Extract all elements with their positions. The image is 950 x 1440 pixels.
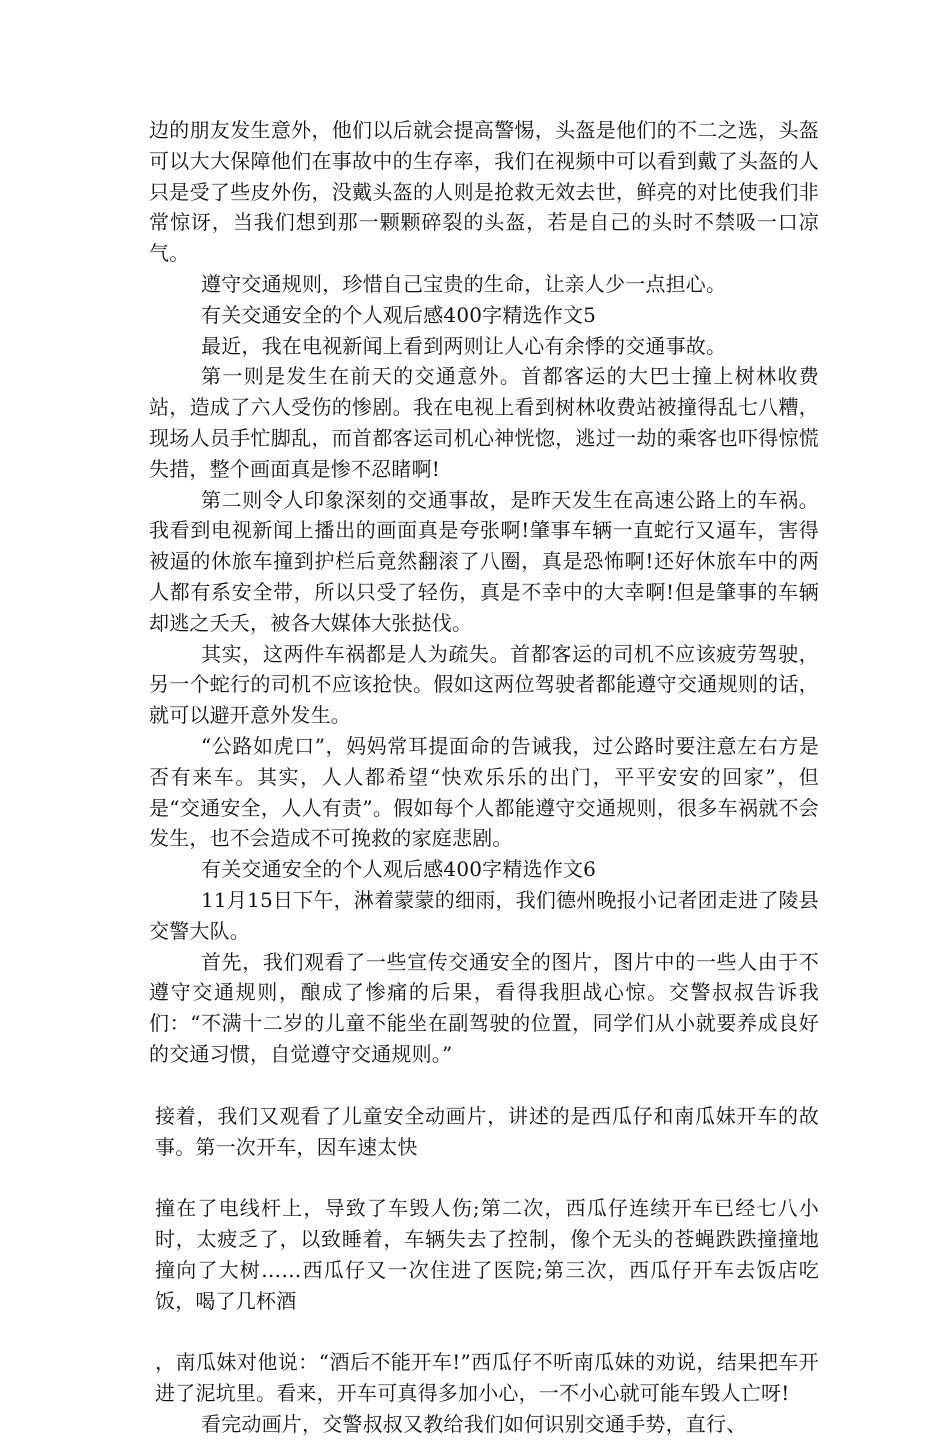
- paragraph-first-accident: 第一则是发生在前天的交通意外。首都客运的大巴士撞上树林收费站，造成了六人受伤的惨剧。我在电视上看到树林收费站被撞得乱七八糟，现场人员手忙脚乱，而首都客运司机心神恍惚，逃过一劫的乘客也吓得惊慌失措，整个画面真是惨不忍睹啊!: [149, 364, 819, 481]
- paragraph-second-accident: 第二则令人印象深刻的交通事故，是昨天发生在高速公路上的车祸。我看到电视新闻上播出的画面真是夸张啊!肇事车辆一直蛇行又逼车，害得被逼的休旅车撞到护栏后竟然翻滚了八圈，真是恐怖啊!还好休旅车中的两人都有系安全带，所以只受了轻伤，真是不幸中的大幸啊!但是肇事的车辆却逃之夭夭，被各大媒体大张挞伐。: [149, 487, 819, 635]
- paragraph-cartoon-crashes: 撞在了电线杆上，导致了车毁人伤;第二次，西瓜仔连续开车已经七八小时，太疲乏了，以致睡着，车辆失去了控制，像个无头的苍蝇跌跌撞撞地撞向了大树……西瓜仔又一次住进了医院;第三次，西瓜仔开车去饭店吃饭，喝了几杯酒: [155, 1196, 819, 1313]
- paragraph-drunk-driving: ，南瓜妹对他说：“酒后不能开车!”西瓜仔不听南瓜妹的劝说，结果把车开进了泥坑里。看来，开车可真得多加小心，一不小心就可能车毁人亡呀!: [155, 1350, 819, 1406]
- document-body: [149, 115, 819, 1440]
- paragraph-visit-police: 11月15日下午，淋着蒙蒙的细雨，我们德州晚报小记者团走进了陵县交警大队。: [149, 887, 819, 943]
- paragraph-recent-news: 最近，我在电视新闻上看到两则让人心有余悸的交通事故。: [201, 333, 727, 358]
- paragraph-obey-rules: 遵守交通规则，珍惜自己宝贵的生命，让亲人少一点担心。: [201, 271, 727, 296]
- essay-heading-5: 有关交通安全的个人观后感400字精选作文5: [201, 302, 597, 327]
- paragraph-cartoon-intro: 接着，我们又观看了儿童安全动画片，讲述的是西瓜仔和南瓜妹开车的故事。第一次开车，因车速太快: [155, 1103, 819, 1159]
- paragraph-pictures: 首先，我们观看了一些宣传交通安全的图片，图片中的一些人由于不遵守交通规则，酿成了惨痛的后果，看得我胆战心惊。交警叔叔告诉我们：“不满十二岁的儿童不能坐在副驾驶的位置，同学们从小就要养成良好的交通习惯，自觉遵守交通规则。”: [149, 949, 819, 1066]
- paragraph-human-error: 其实，这两件车祸都是人为疏失。首都客运的司机不应该疲劳驾驶，另一个蛇行的司机不应该抢快。假如这两位驾驶者都能遵守交通规则的话，就可以避开意外发生。: [149, 641, 819, 728]
- paragraph-helmet-conclusion: 边的朋友发生意外，他们以后就会提高警惕，头盔是他们的不二之选，头盔可以大大保障他们在事故中的生存率，我们在视频中可以看到戴了头盔的人只是受了些皮外伤，没戴头盔的人则是抢救无效去世，鲜亮的对比使我们非常惊讶，当我们想到那一颗颗碎裂的头盔，若是自己的头时不禁吸一口凉气。: [149, 118, 819, 266]
- essay-heading-6: 有关交通安全的个人观后感400字精选作文6: [201, 857, 597, 882]
- paragraph-traffic-signals: 看完动画片，交警叔叔又教给我们如何识别交通手势，直行、: [201, 1412, 747, 1437]
- paragraph-road-tiger: “公路如虎口”，妈妈常耳提面命的告诫我，过公路时要注意左右方是否有来车。其实，人人都希望“快欢乐乐的出门，平平安安的回家”，但是“交通安全，人人有责”。假如每个人都能遵守交通规则，很多车祸就不会发生，也不会造成不可挽救的家庭悲剧。: [149, 733, 819, 851]
